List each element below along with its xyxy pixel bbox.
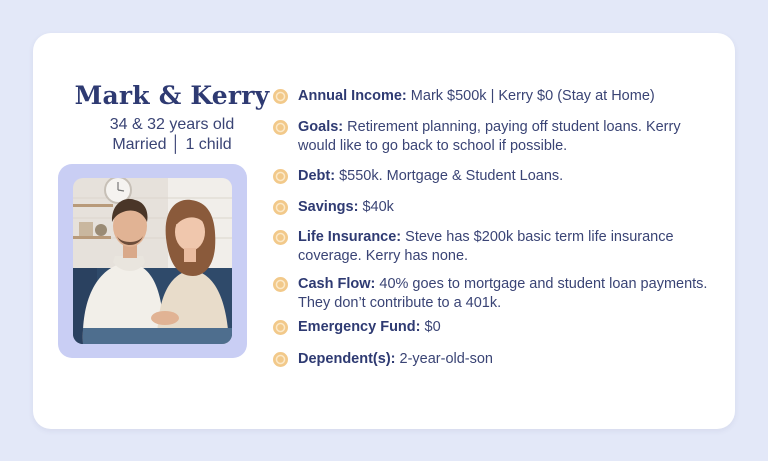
bullet-icon bbox=[273, 120, 288, 135]
bullet-icon bbox=[273, 320, 288, 335]
fact-label: Dependent(s): bbox=[298, 351, 396, 367]
fact-value: 40% goes to mortgage and student loan payments. They don’t contribute to a 401k. bbox=[298, 276, 708, 311]
fact-value: Mark $500k | Kerry $0 (Stay at Home) bbox=[410, 88, 655, 104]
fact-label: Cash Flow: bbox=[298, 276, 376, 292]
fact-value: $0 bbox=[424, 319, 441, 335]
bullet-icon bbox=[273, 200, 288, 215]
fact-value: Retirement planning, paying off student loans. Kerry would like to go back to school if possible. bbox=[298, 119, 681, 154]
fact-label: Emergency Fund: bbox=[298, 319, 421, 335]
bullet-icon bbox=[273, 277, 288, 292]
bullet-icon bbox=[273, 169, 288, 184]
couple-photo bbox=[73, 178, 232, 344]
fact-value: 2-year-old-son bbox=[399, 351, 494, 367]
profile-card bbox=[33, 33, 735, 429]
fact-value: $40k bbox=[362, 199, 394, 215]
profile-header bbox=[57, 81, 287, 155]
fact-label: Life Insurance: bbox=[298, 229, 402, 245]
fact-value: $550k. Mortgage & Student Loans. bbox=[339, 168, 564, 184]
couple-name: Mark & Kerry bbox=[74, 81, 270, 110]
bullet-icon bbox=[273, 89, 288, 104]
ages-text: 34 & 32 years old bbox=[109, 116, 235, 133]
fact-label: Annual Income: bbox=[298, 88, 407, 104]
fact-value: Steve has $200k basic term life insurance coverage. Kerry has none. bbox=[298, 229, 674, 264]
fact-label: Goals: bbox=[298, 119, 344, 135]
bullet-icon bbox=[273, 352, 288, 367]
family-status-text: Married │ 1 child bbox=[112, 136, 232, 153]
bullet-icon bbox=[273, 230, 288, 245]
fact-label: Debt: bbox=[298, 168, 336, 184]
fact-label: Savings: bbox=[298, 199, 359, 215]
photo-frame bbox=[58, 164, 247, 358]
